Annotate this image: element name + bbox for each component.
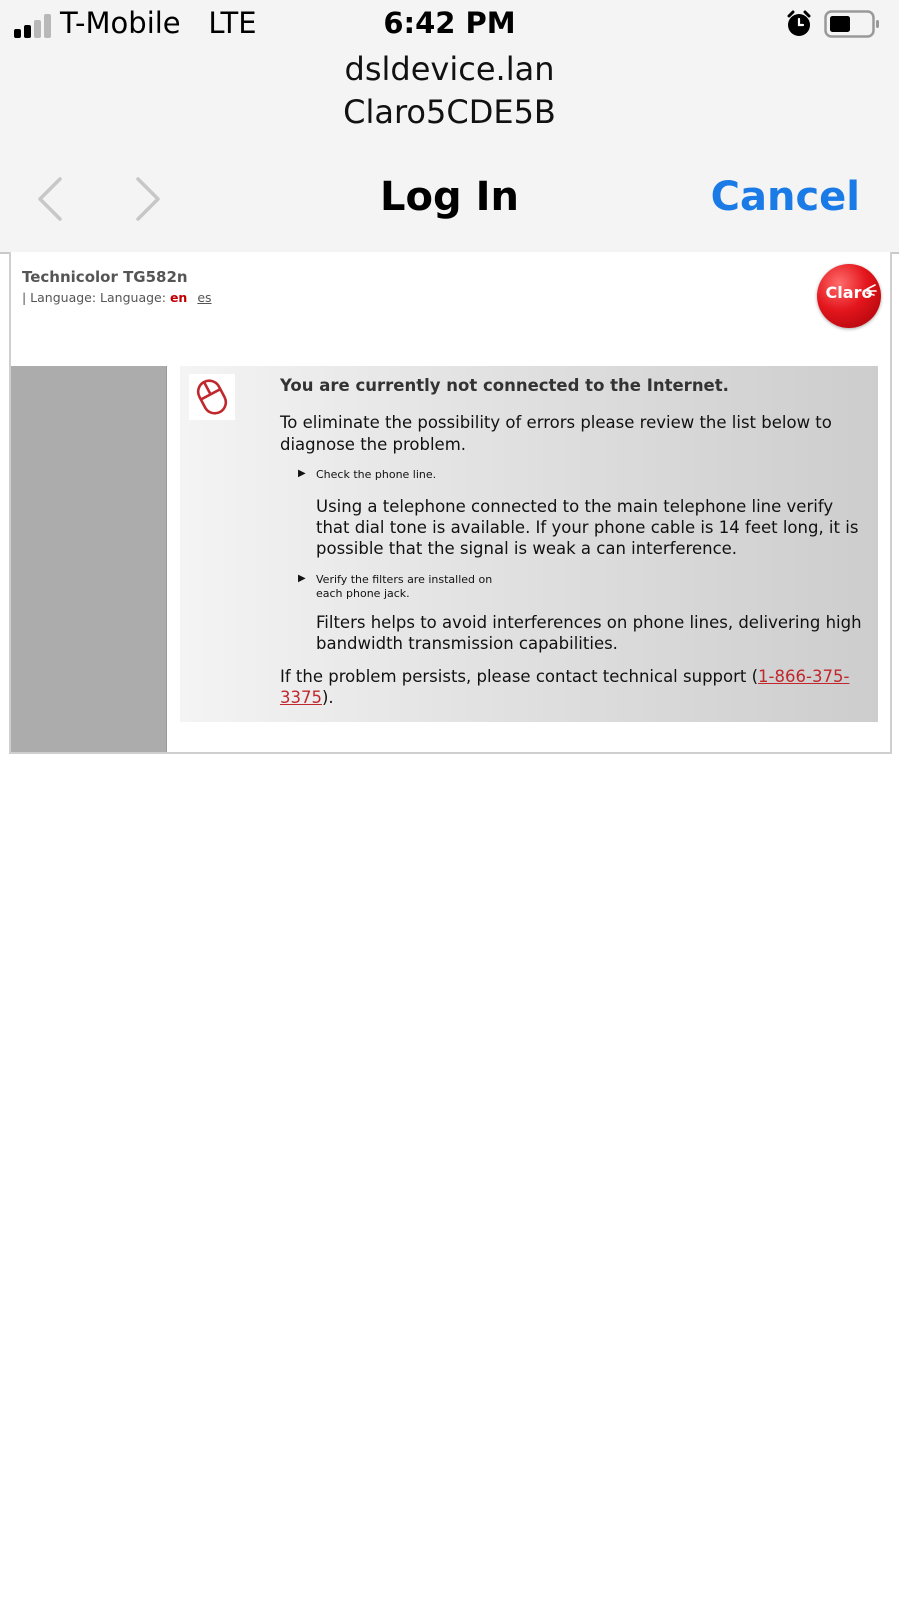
- cancel-button[interactable]: Cancel: [710, 174, 860, 220]
- notice-heading: You are currently not connected to the Internet.: [280, 376, 729, 395]
- support-suffix: ).: [322, 688, 334, 707]
- support-phone-link[interactable]: 1-866-375-3375: [280, 667, 850, 707]
- support-prefix: If the problem persists, please contact technical support (: [280, 667, 759, 686]
- logo-spark-icon: [865, 282, 877, 296]
- carrier-name: T-Mobile: [60, 6, 181, 40]
- dialog-title: Log In: [380, 174, 519, 220]
- notice-panel: [180, 366, 878, 722]
- checklist-item-detail: Using a telephone connected to the main telephone line verify that dial tone is available. If your phone cable is 14 feet long, it is possible that the signal is weak a can interference.: [316, 497, 859, 558]
- checklist-item-detail: Filters helps to avoid interferences on phone lines, delivering high bandwidth transmission capabilities.: [316, 613, 862, 653]
- notice-intro: To eliminate the possibility of errors please review the list below to diagnose the problem.: [280, 413, 832, 454]
- status-time: 6:42 PM: [383, 6, 516, 40]
- claro-logo: [817, 264, 881, 328]
- bullet-icon: ▶: [298, 573, 306, 584]
- alarm-clock-icon: [786, 10, 812, 38]
- device-name: Technicolor TG582n: [22, 268, 188, 286]
- bullet-icon: ▶: [298, 468, 306, 479]
- computer-mouse-icon: [189, 374, 235, 420]
- language-selector: [22, 290, 212, 305]
- language-prefix: | Language: Language:: [22, 290, 166, 305]
- language-es-link[interactable]: es: [197, 290, 212, 305]
- dialog-host: dsldevice.lan: [344, 50, 555, 88]
- checklist-item-title: Check the phone line.: [316, 468, 437, 481]
- support-note: [280, 666, 868, 708]
- network-type: LTE: [208, 6, 257, 40]
- language-en-link[interactable]: en: [169, 290, 188, 305]
- left-sidebar: [11, 366, 167, 752]
- battery-icon: [824, 10, 880, 38]
- logo-text: Claro: [825, 283, 873, 302]
- status-bar: [0, 0, 899, 50]
- checklist-item-title: Verify the filters are installed on each phone jack.: [316, 573, 493, 600]
- dialog-realm: Claro5CDE5B: [343, 93, 556, 131]
- router-page: [9, 252, 892, 754]
- auth-dialog-header: [0, 0, 899, 254]
